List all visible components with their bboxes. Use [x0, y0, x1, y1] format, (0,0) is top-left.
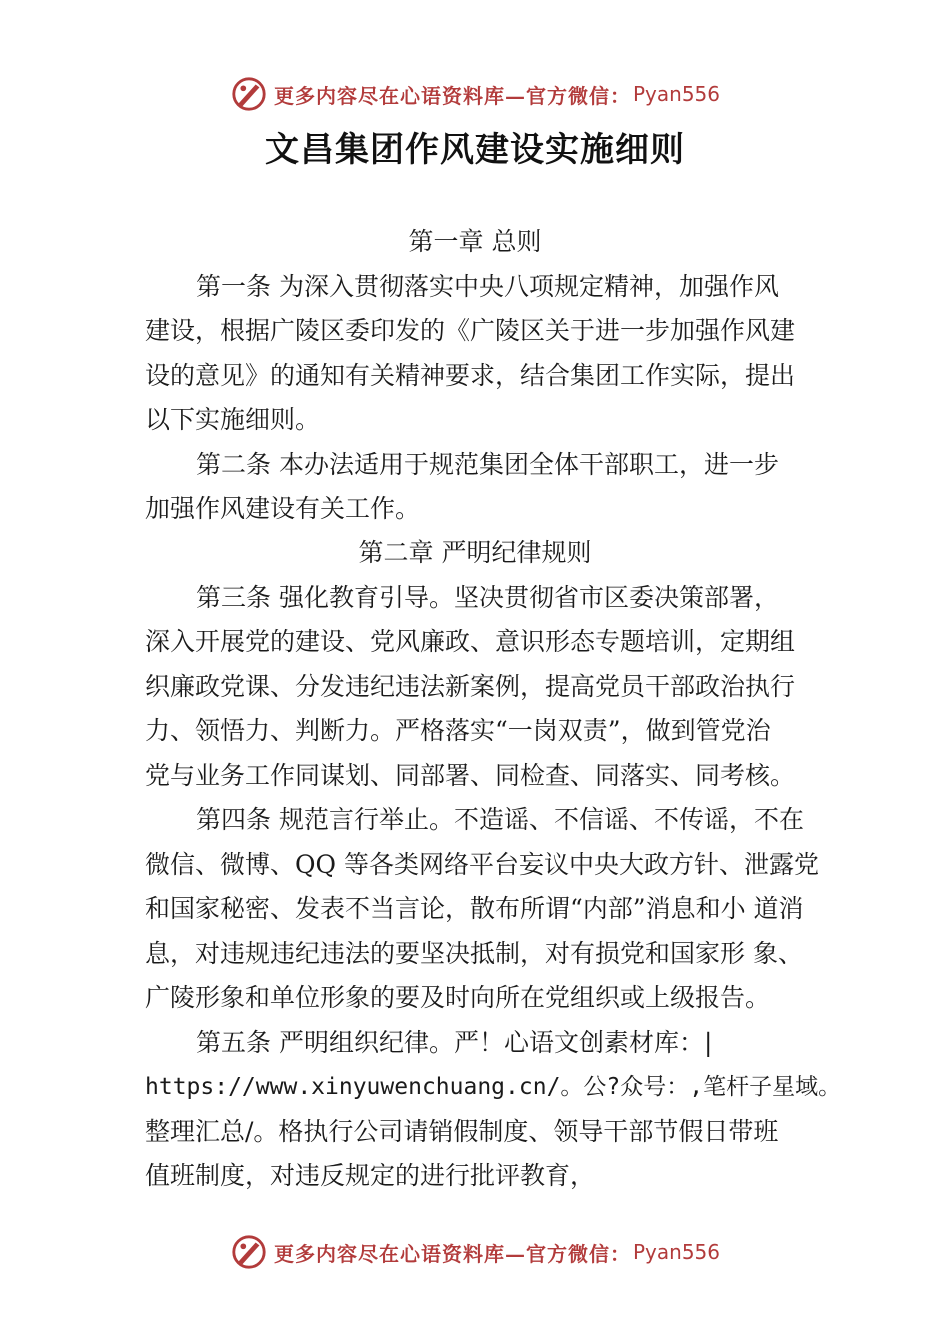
watermark-id: Pyan556: [632, 82, 720, 106]
article-line: 党与业务工作同谋划、同部署、同检查、同落实、同考核。: [145, 761, 796, 790]
article-line: 第二条 本办法适用于规范集团全体干部职工，进一步: [196, 450, 779, 479]
chapter-heading: 第一章 总则: [408, 227, 542, 256]
pen-circle-logo-icon: [230, 1233, 268, 1271]
watermark-banner-bottom: [0, 1230, 950, 1274]
article-line-url: https://www.xinyuwenchuang.cn/。公?众号：,笔杆子星域。: [145, 1074, 842, 1100]
pen-circle-logo-icon: [230, 75, 268, 113]
article-line: 深入开展党的建设、党风廉政、意识形态专题培训，定期组: [145, 627, 796, 656]
watermark-text: 更多内容尽在心语资料库—官方微信：: [273, 83, 631, 108]
article-line: 建设，根据广陵区委印发的《广陵区关于进一步加强作风建: [145, 316, 796, 345]
article-line: 设的意见》的通知有关精神要求，结合集团工作实际，提出: [145, 361, 796, 390]
watermark-text: 更多内容尽在心语资料库—官方微信：: [273, 1241, 631, 1266]
article-line: 织廉政党课、分发违纪违法新案例，提高党员干部政治执行: [145, 672, 796, 701]
article-line: 力、领悟力、判断力。严格落实“一岗双责”，做到管党治: [145, 716, 771, 745]
article-line: 息，对违规违纪违法的要坚决抵制，对有损党和国家形 象、: [145, 939, 803, 968]
article-line: 值班制度，对违反规定的进行批评教育，: [145, 1161, 596, 1190]
article-line: 以下实施细则。: [145, 405, 321, 434]
article-line: 和国家秘密、发表不当言论，散布所谓“内部”消息和小 道消: [145, 894, 804, 923]
document-title: 文昌集团作风建设实施细则: [265, 130, 685, 170]
article-line: 第五条 严明组织纪律。严！心语文创素材库：|: [196, 1028, 713, 1057]
article-line: 微信、微博、QQ 等各类网络平台妄议中央大政方针、泄露党: [145, 850, 819, 879]
article-line: 加强作风建设有关工作。: [145, 494, 421, 523]
article-line: 第四条 规范言行举止。不造谣、不信谣、不传谣，不在: [196, 805, 804, 834]
article-line: 广陵形象和单位形象的要及时向所在党组织或上级报告。: [145, 983, 771, 1012]
article-line: 第三条 强化教育引导。坚决贯彻省市区委决策部署，: [196, 583, 779, 612]
chapter-heading: 第二章 严明纪律规则: [358, 538, 592, 567]
watermark-banner-top: [0, 72, 950, 116]
article-line: 整理汇总/。格执行公司请销假制度、领导干部节假日带班: [145, 1117, 779, 1146]
watermark-id: Pyan556: [632, 1240, 720, 1264]
article-line: 第一条 为深入贯彻落实中央八项规定精神，加强作风: [196, 272, 779, 301]
